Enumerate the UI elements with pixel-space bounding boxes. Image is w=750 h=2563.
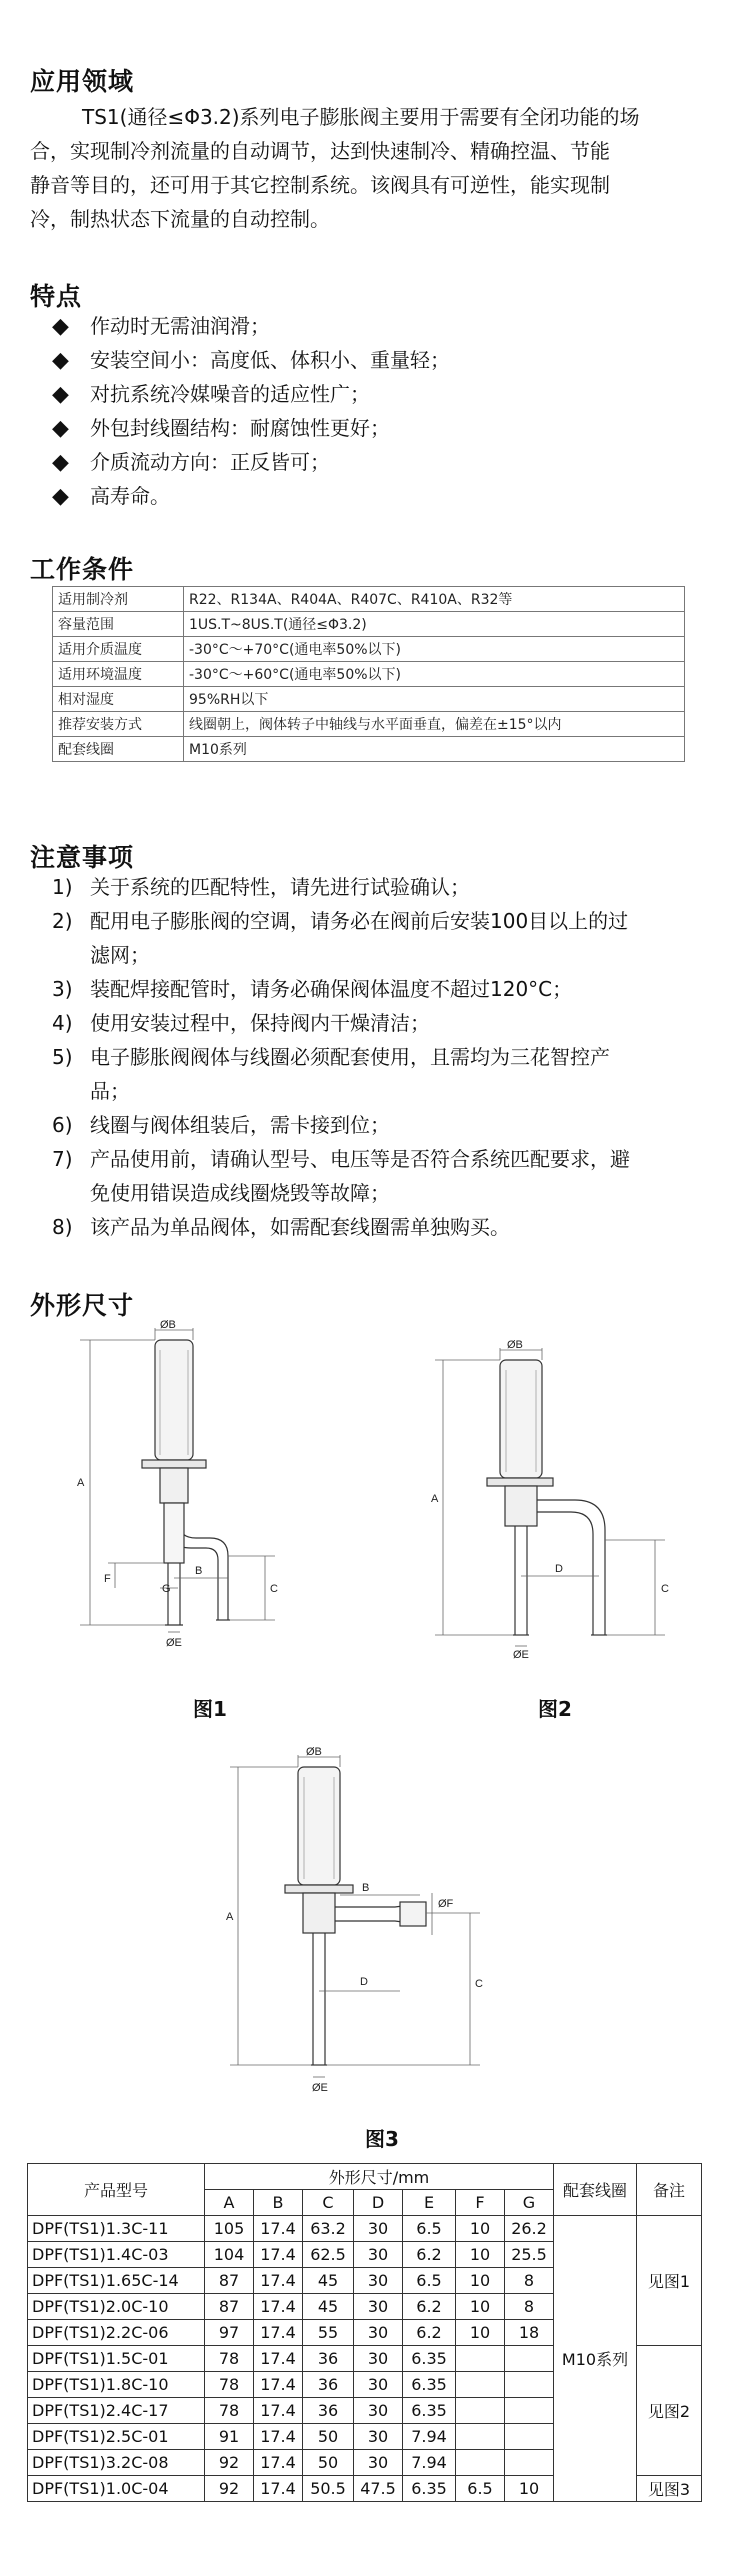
- diamond-bullet-icon: ◆: [52, 450, 69, 475]
- table-row: [53, 737, 685, 762]
- dim-cell: [505, 2424, 554, 2450]
- dim-cell: [456, 2398, 505, 2424]
- condition-key: 相对湿度: [53, 687, 184, 712]
- col-header: A: [205, 2190, 254, 2216]
- dim-cell: 78: [205, 2398, 254, 2424]
- dim-cell: 17.4: [254, 2476, 303, 2502]
- dim-label: ØE: [513, 1649, 529, 1661]
- condition-key: 适用环境温度: [53, 662, 184, 687]
- dim-cell: 91: [205, 2424, 254, 2450]
- dim-cell: 10: [456, 2294, 505, 2320]
- condition-key: 配套线圈: [53, 737, 184, 762]
- dim-cell: [456, 2450, 505, 2476]
- dim-cell: 30: [354, 2216, 403, 2242]
- col-header: G: [505, 2190, 554, 2216]
- dim-cell: 8: [505, 2294, 554, 2320]
- table-row: [53, 587, 685, 612]
- dim-label: ØB: [160, 1320, 176, 1331]
- application-title: 应用领域: [30, 67, 135, 96]
- dim-label: ØF: [438, 1898, 454, 1910]
- col-header: E: [403, 2190, 456, 2216]
- figure-3-caption: 图3: [365, 2127, 399, 2151]
- dim-cell: 17.4: [254, 2424, 303, 2450]
- condition-key: 适用制冷剂: [53, 587, 184, 612]
- col-header: F: [456, 2190, 505, 2216]
- dim-cell: 55: [303, 2320, 354, 2346]
- condition-value: -30°C～+60°C(通电率50%以下): [184, 662, 685, 687]
- figure-2-caption: 图2: [538, 1697, 572, 1721]
- dim-cell: 92: [205, 2476, 254, 2502]
- table-header-row: [28, 2164, 702, 2190]
- note-number: 2): [52, 909, 73, 933]
- note-number: 4): [52, 1011, 73, 1035]
- dim-cell: 36: [303, 2346, 354, 2372]
- dim-cell: 92: [205, 2450, 254, 2476]
- dim-cell: 17.4: [254, 2294, 303, 2320]
- note-item: [52, 904, 732, 972]
- diamond-bullet-icon: ◆: [52, 484, 69, 509]
- model-cell: DPF(TS1)1.65C-14: [28, 2268, 205, 2294]
- feature-text: 外包封线圈结构：耐腐蚀性更好；: [90, 416, 390, 440]
- dim-cell: 6.35: [403, 2346, 456, 2372]
- dim-cell: 17.4: [254, 2346, 303, 2372]
- feature-item: [52, 445, 330, 480]
- dim-cell: 6.35: [403, 2372, 456, 2398]
- note-item: [52, 1108, 732, 1142]
- dim-cell: 97: [205, 2320, 254, 2346]
- application-line: TS1(通径≤Φ3.2)系列电子膨胀阀主要用于需要有全闭功能的场: [82, 105, 640, 129]
- model-cell: DPF(TS1)1.8C-10: [28, 2372, 205, 2398]
- header-model: 产品型号: [28, 2164, 205, 2216]
- dim-cell: 78: [205, 2346, 254, 2372]
- remark-cell: 见图3: [637, 2476, 702, 2502]
- dim-cell: 6.2: [403, 2320, 456, 2346]
- spec-table: [27, 2163, 702, 2502]
- dim-label: D: [360, 1976, 368, 1988]
- dim-label: A: [226, 1911, 234, 1923]
- model-cell: DPF(TS1)2.5C-01: [28, 2424, 205, 2450]
- model-cell: DPF(TS1)1.5C-01: [28, 2346, 205, 2372]
- dim-cell: 62.5: [303, 2242, 354, 2268]
- model-cell: DPF(TS1)2.2C-06: [28, 2320, 205, 2346]
- dim-cell: 17.4: [254, 2450, 303, 2476]
- feature-item: [52, 411, 390, 446]
- note-item: [52, 1040, 732, 1108]
- dim-cell: 17.4: [254, 2372, 303, 2398]
- feature-text: 安装空间小：高度低、体积小、重量轻；: [90, 348, 450, 372]
- feature-item: [52, 343, 450, 378]
- condition-value: 95%RH以下: [184, 687, 685, 712]
- note-text: 关于系统的匹配特性，请先进行试验确认；: [90, 875, 470, 899]
- dim-cell: 104: [205, 2242, 254, 2268]
- remark-cell: 见图1: [637, 2216, 702, 2346]
- condition-value: -30°C～+70°C(通电率50%以下): [184, 637, 685, 662]
- dim-cell: 17.4: [254, 2398, 303, 2424]
- dim-cell: [456, 2372, 505, 2398]
- figure-1-drawing: [60, 1320, 320, 1685]
- dim-cell: 30: [354, 2320, 403, 2346]
- dim-cell: 6.5: [403, 2216, 456, 2242]
- note-item: [52, 1006, 732, 1040]
- dim-cell: 6.2: [403, 2294, 456, 2320]
- dim-label: D: [555, 1563, 563, 1575]
- note-item: [52, 972, 732, 1006]
- dim-cell: 47.5: [354, 2476, 403, 2502]
- dim-cell: 30: [354, 2372, 403, 2398]
- application-text: [30, 100, 720, 236]
- feature-item: [52, 377, 370, 412]
- dim-label: B: [195, 1565, 203, 1577]
- table-row: [53, 712, 685, 737]
- condition-key: 适用介质温度: [53, 637, 184, 662]
- figure-3-drawing: [220, 1745, 550, 2115]
- table-row: [53, 637, 685, 662]
- dim-cell: 30: [354, 2268, 403, 2294]
- condition-value: R22、R134A、R404A、R407C、R410A、R32等: [184, 587, 685, 612]
- dim-cell: 6.2: [403, 2242, 456, 2268]
- dim-cell: 105: [205, 2216, 254, 2242]
- dim-label: ØB: [507, 1340, 523, 1351]
- note-text-cont: 滤网；: [90, 943, 150, 967]
- dim-label: ØE: [166, 1637, 182, 1649]
- dim-cell: 30: [354, 2450, 403, 2476]
- dim-cell: [505, 2372, 554, 2398]
- feature-text: 介质流动方向：正反皆可；: [90, 450, 330, 474]
- dim-cell: 10: [456, 2320, 505, 2346]
- dim-label: C: [270, 1583, 278, 1595]
- note-text: 线圈与阀体组装后，需卡接到位；: [90, 1113, 390, 1137]
- note-text: 产品使用前，请确认型号、电压等是否符合系统匹配要求，避: [90, 1147, 630, 1171]
- col-header: B: [254, 2190, 303, 2216]
- dim-cell: 63.2: [303, 2216, 354, 2242]
- notes-title: 注意事项: [30, 843, 135, 872]
- dim-cell: 10: [456, 2242, 505, 2268]
- dim-label: C: [661, 1583, 669, 1595]
- note-number: 8): [52, 1215, 73, 1239]
- note-number: 5): [52, 1045, 73, 1069]
- table-row: [53, 662, 685, 687]
- model-cell: DPF(TS1)2.4C-17: [28, 2398, 205, 2424]
- dim-cell: 87: [205, 2268, 254, 2294]
- table-row: [53, 612, 685, 637]
- dim-cell: 26.2: [505, 2216, 554, 2242]
- conditions-table: [52, 586, 685, 762]
- note-item: [52, 870, 732, 904]
- dim-cell: 10: [505, 2476, 554, 2502]
- dim-cell: 30: [354, 2424, 403, 2450]
- dim-label: B: [362, 1882, 370, 1894]
- feature-text: 对抗系统冷媒噪音的适应性广；: [90, 382, 370, 406]
- figure-1-caption: 图1: [193, 1697, 227, 1721]
- condition-value: M10系列: [184, 737, 685, 762]
- note-text-cont: 品；: [90, 1079, 130, 1103]
- model-cell: DPF(TS1)2.0C-10: [28, 2294, 205, 2320]
- col-header: C: [303, 2190, 354, 2216]
- dim-cell: 6.35: [403, 2476, 456, 2502]
- condition-key: 推荐安装方式: [53, 712, 184, 737]
- note-text-cont: 免使用错误造成线圈烧毁等故障；: [90, 1181, 390, 1205]
- model-cell: DPF(TS1)1.0C-04: [28, 2476, 205, 2502]
- condition-value: 1US.T~8US.T(通径≤Φ3.2): [184, 612, 685, 637]
- dim-cell: 50: [303, 2450, 354, 2476]
- col-header: D: [354, 2190, 403, 2216]
- diamond-bullet-icon: ◆: [52, 314, 69, 339]
- coil-cell: M10系列: [554, 2216, 637, 2502]
- table-row: [28, 2216, 702, 2242]
- dim-cell: 7.94: [403, 2450, 456, 2476]
- condition-key: 容量范围: [53, 612, 184, 637]
- note-text: 装配焊接配管时，请务必确保阀体温度不超过120°C；: [90, 977, 573, 1001]
- dim-cell: 45: [303, 2268, 354, 2294]
- features-title: 特点: [30, 282, 83, 311]
- application-line: 静音等目的，还可用于其它控制系统。该阀具有可逆性，能实现制: [30, 173, 610, 197]
- dim-cell: 10: [456, 2216, 505, 2242]
- dim-cell: 50.5: [303, 2476, 354, 2502]
- note-item: [52, 1142, 732, 1210]
- note-number: 7): [52, 1147, 73, 1171]
- dim-cell: 87: [205, 2294, 254, 2320]
- note-number: 6): [52, 1113, 73, 1137]
- dim-cell: 30: [354, 2294, 403, 2320]
- dim-cell: 6.5: [456, 2476, 505, 2502]
- remark-cell: 见图2: [637, 2346, 702, 2476]
- dim-label: C: [475, 1978, 483, 1990]
- application-line: 合，实现制冷剂流量的自动调节，达到快速制冷、精确控温、节能: [30, 139, 610, 163]
- dim-label: ØB: [306, 1746, 322, 1758]
- dimensions-title: 外形尺寸: [30, 1291, 135, 1320]
- dim-cell: 30: [354, 2346, 403, 2372]
- header-remark: 备注: [637, 2164, 702, 2216]
- dim-cell: 36: [303, 2372, 354, 2398]
- feature-text: 高寿命。: [90, 484, 170, 508]
- header-dimensions: 外形尺寸/mm: [205, 2164, 554, 2190]
- note-text: 电子膨胀阀阀体与线圈必须配套使用，且需均为三花智控产: [90, 1045, 610, 1069]
- dim-cell: [456, 2346, 505, 2372]
- note-number: 3): [52, 977, 73, 1001]
- dim-cell: 17.4: [254, 2242, 303, 2268]
- feature-item: [52, 479, 170, 514]
- note-item: [52, 1210, 732, 1244]
- conditions-title: 工作条件: [30, 555, 135, 584]
- model-cell: DPF(TS1)1.3C-11: [28, 2216, 205, 2242]
- dim-cell: [505, 2450, 554, 2476]
- note-number: 1): [52, 875, 73, 899]
- dim-cell: 78: [205, 2372, 254, 2398]
- model-cell: DPF(TS1)3.2C-08: [28, 2450, 205, 2476]
- dim-cell: 30: [354, 2242, 403, 2268]
- diamond-bullet-icon: ◆: [52, 382, 69, 407]
- dim-cell: 6.5: [403, 2268, 456, 2294]
- note-text: 该产品为单品阀体，如需配套线圈需单独购买。: [90, 1215, 510, 1239]
- feature-text: 作动时无需油润滑；: [90, 314, 270, 338]
- feature-item: [52, 309, 270, 344]
- header-coil: 配套线圈: [554, 2164, 637, 2216]
- table-row: [53, 687, 685, 712]
- dim-cell: 45: [303, 2294, 354, 2320]
- dim-cell: 17.4: [254, 2320, 303, 2346]
- dim-cell: 50: [303, 2424, 354, 2450]
- dim-cell: 18: [505, 2320, 554, 2346]
- dim-cell: 17.4: [254, 2216, 303, 2242]
- dim-cell: [505, 2398, 554, 2424]
- dim-cell: 25.5: [505, 2242, 554, 2268]
- condition-value: 线圈朝上，阀体转子中轴线与水平面垂直，偏差在±15°以内: [184, 712, 685, 737]
- dim-label: G: [162, 1583, 171, 1595]
- model-cell: DPF(TS1)1.4C-03: [28, 2242, 205, 2268]
- dim-cell: 30: [354, 2398, 403, 2424]
- note-text: 配用电子膨胀阀的空调，请务必在阀前后安装100目以上的过: [90, 909, 629, 933]
- dim-label: ØE: [312, 2082, 328, 2094]
- dim-cell: 17.4: [254, 2268, 303, 2294]
- figure-2-drawing: [425, 1340, 715, 1685]
- dim-label: A: [77, 1477, 85, 1489]
- note-text: 使用安装过程中，保持阀内干燥清洁；: [90, 1011, 430, 1035]
- dim-label: F: [104, 1573, 111, 1585]
- dim-cell: 6.35: [403, 2398, 456, 2424]
- dim-cell: 7.94: [403, 2424, 456, 2450]
- dim-cell: 36: [303, 2398, 354, 2424]
- dim-cell: [505, 2346, 554, 2372]
- diamond-bullet-icon: ◆: [52, 416, 69, 441]
- dim-cell: 10: [456, 2268, 505, 2294]
- diamond-bullet-icon: ◆: [52, 348, 69, 373]
- dim-label: A: [431, 1493, 439, 1505]
- application-line: 冷，制热状态下流量的自动控制。: [30, 207, 330, 231]
- dim-cell: 8: [505, 2268, 554, 2294]
- dim-cell: [456, 2424, 505, 2450]
